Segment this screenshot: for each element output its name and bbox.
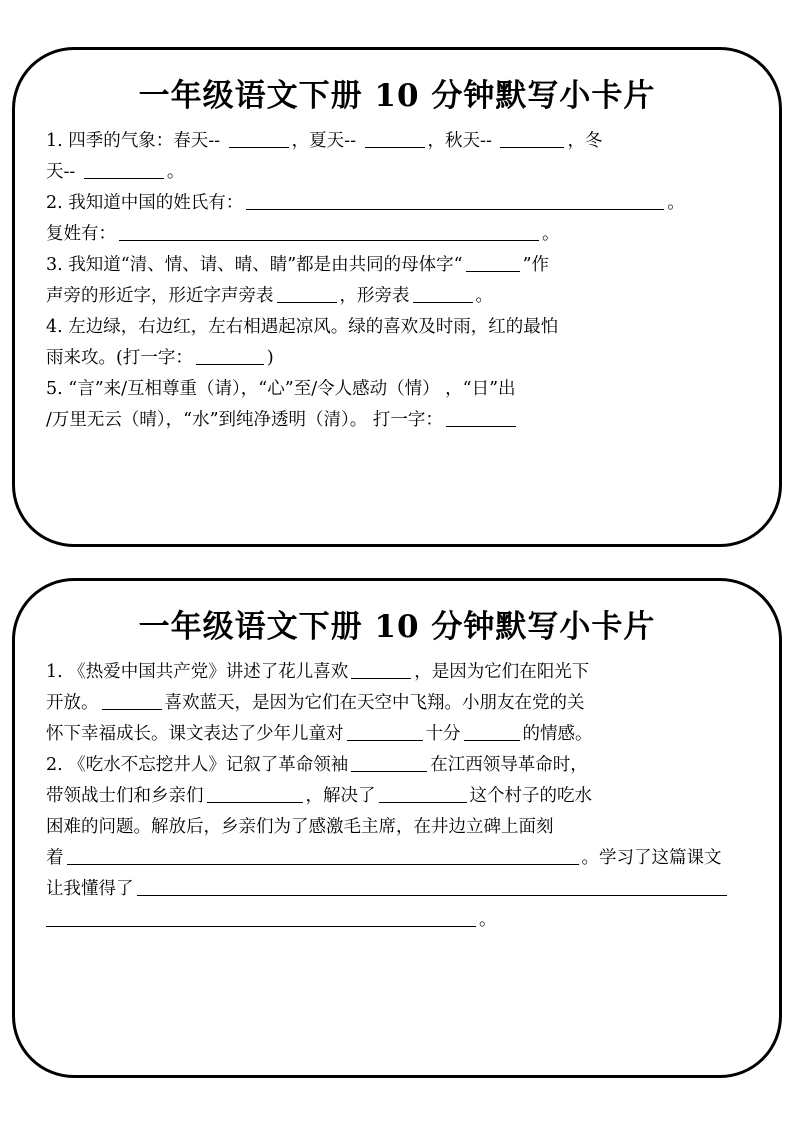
blank-riddle-answer[interactable] xyxy=(196,345,264,365)
blank-action[interactable] xyxy=(207,783,303,803)
question-2-line-1: 2. 我知道中国的姓氏有： 。 xyxy=(46,188,751,219)
question-1-line-2: 天-- 。 xyxy=(46,157,751,188)
blank-autumn[interactable] xyxy=(500,128,564,148)
dictation-card-2 xyxy=(12,578,782,1078)
card-title: 一年级语文下册 10 分钟默写小卡片 xyxy=(138,78,656,114)
blank-summer[interactable] xyxy=(365,128,425,148)
question-2-line-5: 让我懂得了 xyxy=(46,874,751,905)
blank-leader[interactable] xyxy=(351,752,427,772)
question-4-line-2: 雨来攻。(打一字： ) xyxy=(46,343,751,374)
question-2-line-2: 复姓有： 。 xyxy=(46,219,751,250)
card-body xyxy=(46,657,751,936)
question-5-line-2: /万里无云（晴），“水”到纯净透明（清）。 打一字： xyxy=(46,405,751,436)
question-2-line-2: 带领战士们和乡亲们 ，解决了 这个村子的吃水 xyxy=(46,781,751,812)
blank-radical[interactable] xyxy=(413,283,473,303)
question-2-line-1: 2. 《吃水不忘挖井人》记叙了革命领袖 在江西领导革命时， xyxy=(46,750,751,781)
blank-winter[interactable] xyxy=(84,159,164,179)
question-1-line-1: 1. 《热爱中国共产党》讲述了花儿喜欢 ，是因为它们在阳光下 xyxy=(46,657,751,688)
blank-inscription[interactable] xyxy=(67,845,579,865)
blank-towards[interactable] xyxy=(347,721,423,741)
blank-surnames[interactable] xyxy=(246,190,664,210)
question-1-line-2: 开放。 喜欢蓝天，是因为它们在天空中飞翔。小朋友在党的关 xyxy=(46,688,751,719)
blank-spring[interactable] xyxy=(229,128,289,148)
blank-likes-blue-sky[interactable] xyxy=(102,690,162,710)
blank-lesson-learned[interactable] xyxy=(137,876,727,896)
blank-village[interactable] xyxy=(379,783,467,803)
question-3-line-2: 声旁的形近字，形近字声旁表 ，形旁表 。 xyxy=(46,281,751,312)
question-4-line-1: 4. 左边绿，右边红，左右相遇起凉风。绿的喜欢及时雨，红的最怕 xyxy=(46,317,559,337)
blank-flowers-like[interactable] xyxy=(351,659,411,679)
question-2-line-4: 着 。学习了这篇课文 xyxy=(46,843,751,874)
card-title: 一年级语文下册 10 分钟默写小卡片 xyxy=(138,609,656,645)
question-3-line-1: 3. 我知道“清、情、请、晴、睛”都是由共同的母体字“ ”作 xyxy=(46,250,751,281)
question-1-line-1: 1. 四季的气象：春天-- ，夏天-- ，秋天-- ，冬 xyxy=(46,126,751,157)
question-1-line-3: 怀下幸福成长。课文表达了少年儿童对 十分 的情感。 xyxy=(46,719,751,750)
question-2-line-6: 。 xyxy=(46,905,751,936)
blank-feeling[interactable] xyxy=(464,721,520,741)
dictation-card-1 xyxy=(12,47,782,547)
question-5-line-1: 5. “言”来/互相尊重（请），“心”至/令人感动（情） ，“日”出 xyxy=(46,379,516,399)
blank-lesson-learned-continued[interactable] xyxy=(46,907,476,927)
blank-base-character[interactable] xyxy=(466,252,520,272)
blank-riddle-2-answer[interactable] xyxy=(446,407,516,427)
blank-phonetic[interactable] xyxy=(277,283,337,303)
blank-compound-surnames[interactable] xyxy=(119,221,539,241)
card-body xyxy=(46,126,751,436)
question-2-line-3: 困难的问题。解放后，乡亲们为了感激毛主席，在井边立碑上面刻 xyxy=(46,817,554,837)
